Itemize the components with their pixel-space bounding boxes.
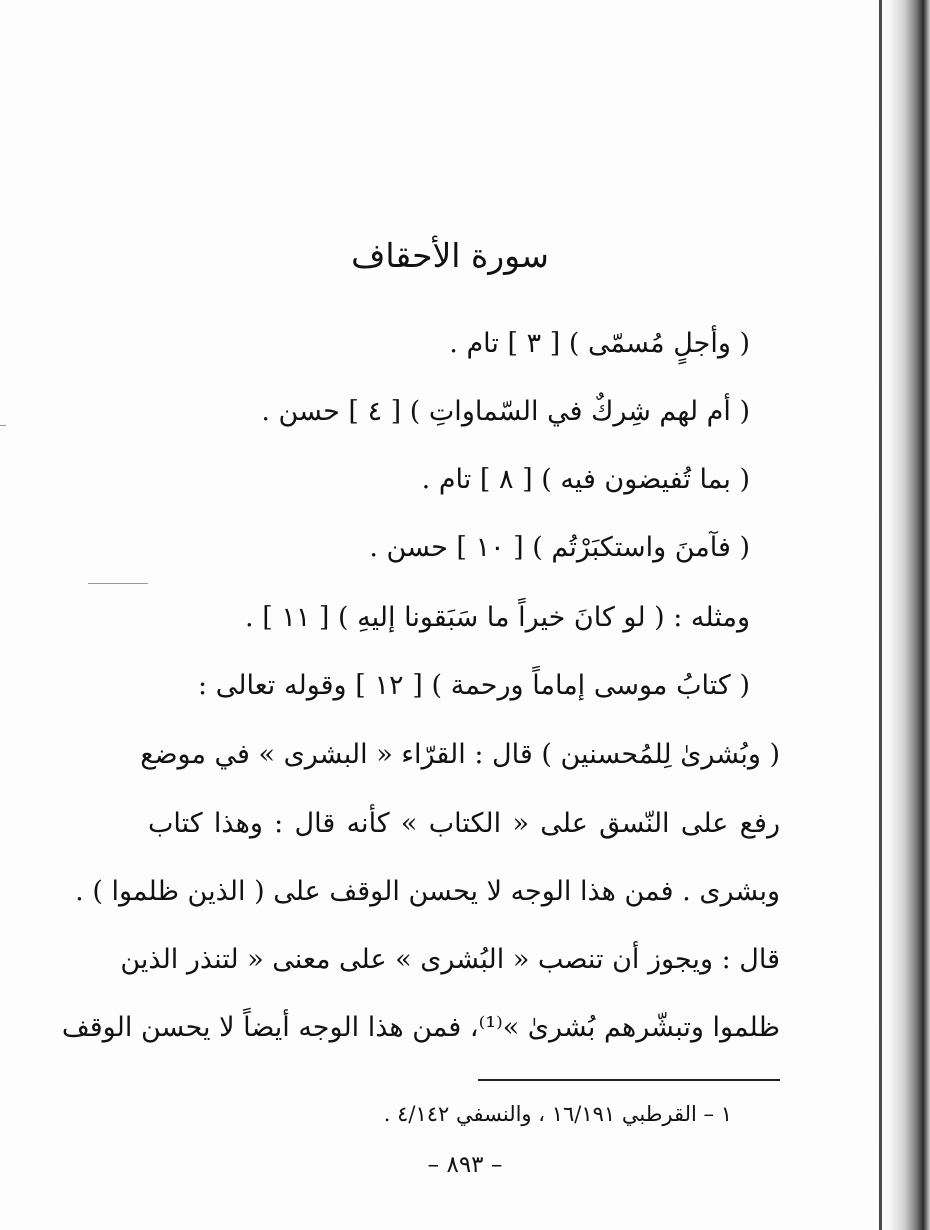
- text-line: ( وأجلٍ مُسمّى ) [ ٣ ] تام .: [449, 328, 750, 359]
- scan-speck: [88, 583, 148, 584]
- text-line: ( وبُشرىٰ لِلمُحسنين ) قال : القرّاء « البشرى » في موضع: [140, 739, 780, 770]
- page-number: – ٨٩٣ –: [427, 1152, 503, 1178]
- text-line: قال : ويجوز أن تنصب « البُشرى » على معنى « لتنذر الذين: [120, 944, 780, 975]
- binding-edge-line: [879, 0, 882, 1230]
- text-line: ظلموا وتبشّرهم بُشرىٰ »⁽¹⁾، فمن هذا الوجه أيضاً لا يحسن الوقف: [61, 1012, 780, 1043]
- page-title: سورة الأحقاف: [351, 236, 549, 275]
- text-line: ( بما تُفيضون فيه ) [ ٨ ] تام .: [421, 464, 750, 495]
- text-line: وبشرى . فمن هذا الوجه لا يحسن الوقف على ( الذين ظلموا ) .: [75, 876, 780, 907]
- text-line: ومثله : ( لو كانَ خيراً ما سَبَقونا إليهِ ) [ ١١ ] .: [245, 602, 750, 633]
- scan-speck: [0, 425, 6, 426]
- footnote: ١ – القرطبي ١٦/١٩١ ، والنسفي ٤/١٤٢ .: [383, 1102, 732, 1126]
- text-line: ( أم لهم شِركٌ في السّماواتِ ) [ ٤ ] حسن .: [261, 396, 750, 427]
- text-line: ( فآمنَ واستكبَرْتُم ) [ ١٠ ] حسن .: [369, 532, 750, 563]
- text-line: رفع على النّسق على « الكتاب » كأنه قال : وهذا كتاب: [148, 808, 780, 839]
- footnote-separator: [478, 1079, 780, 1081]
- text-line: ( كتابُ موسى إماماً ورحمة ) [ ١٢ ] وقوله تعالى :: [198, 670, 750, 701]
- book-binding-gutter: [874, 0, 930, 1230]
